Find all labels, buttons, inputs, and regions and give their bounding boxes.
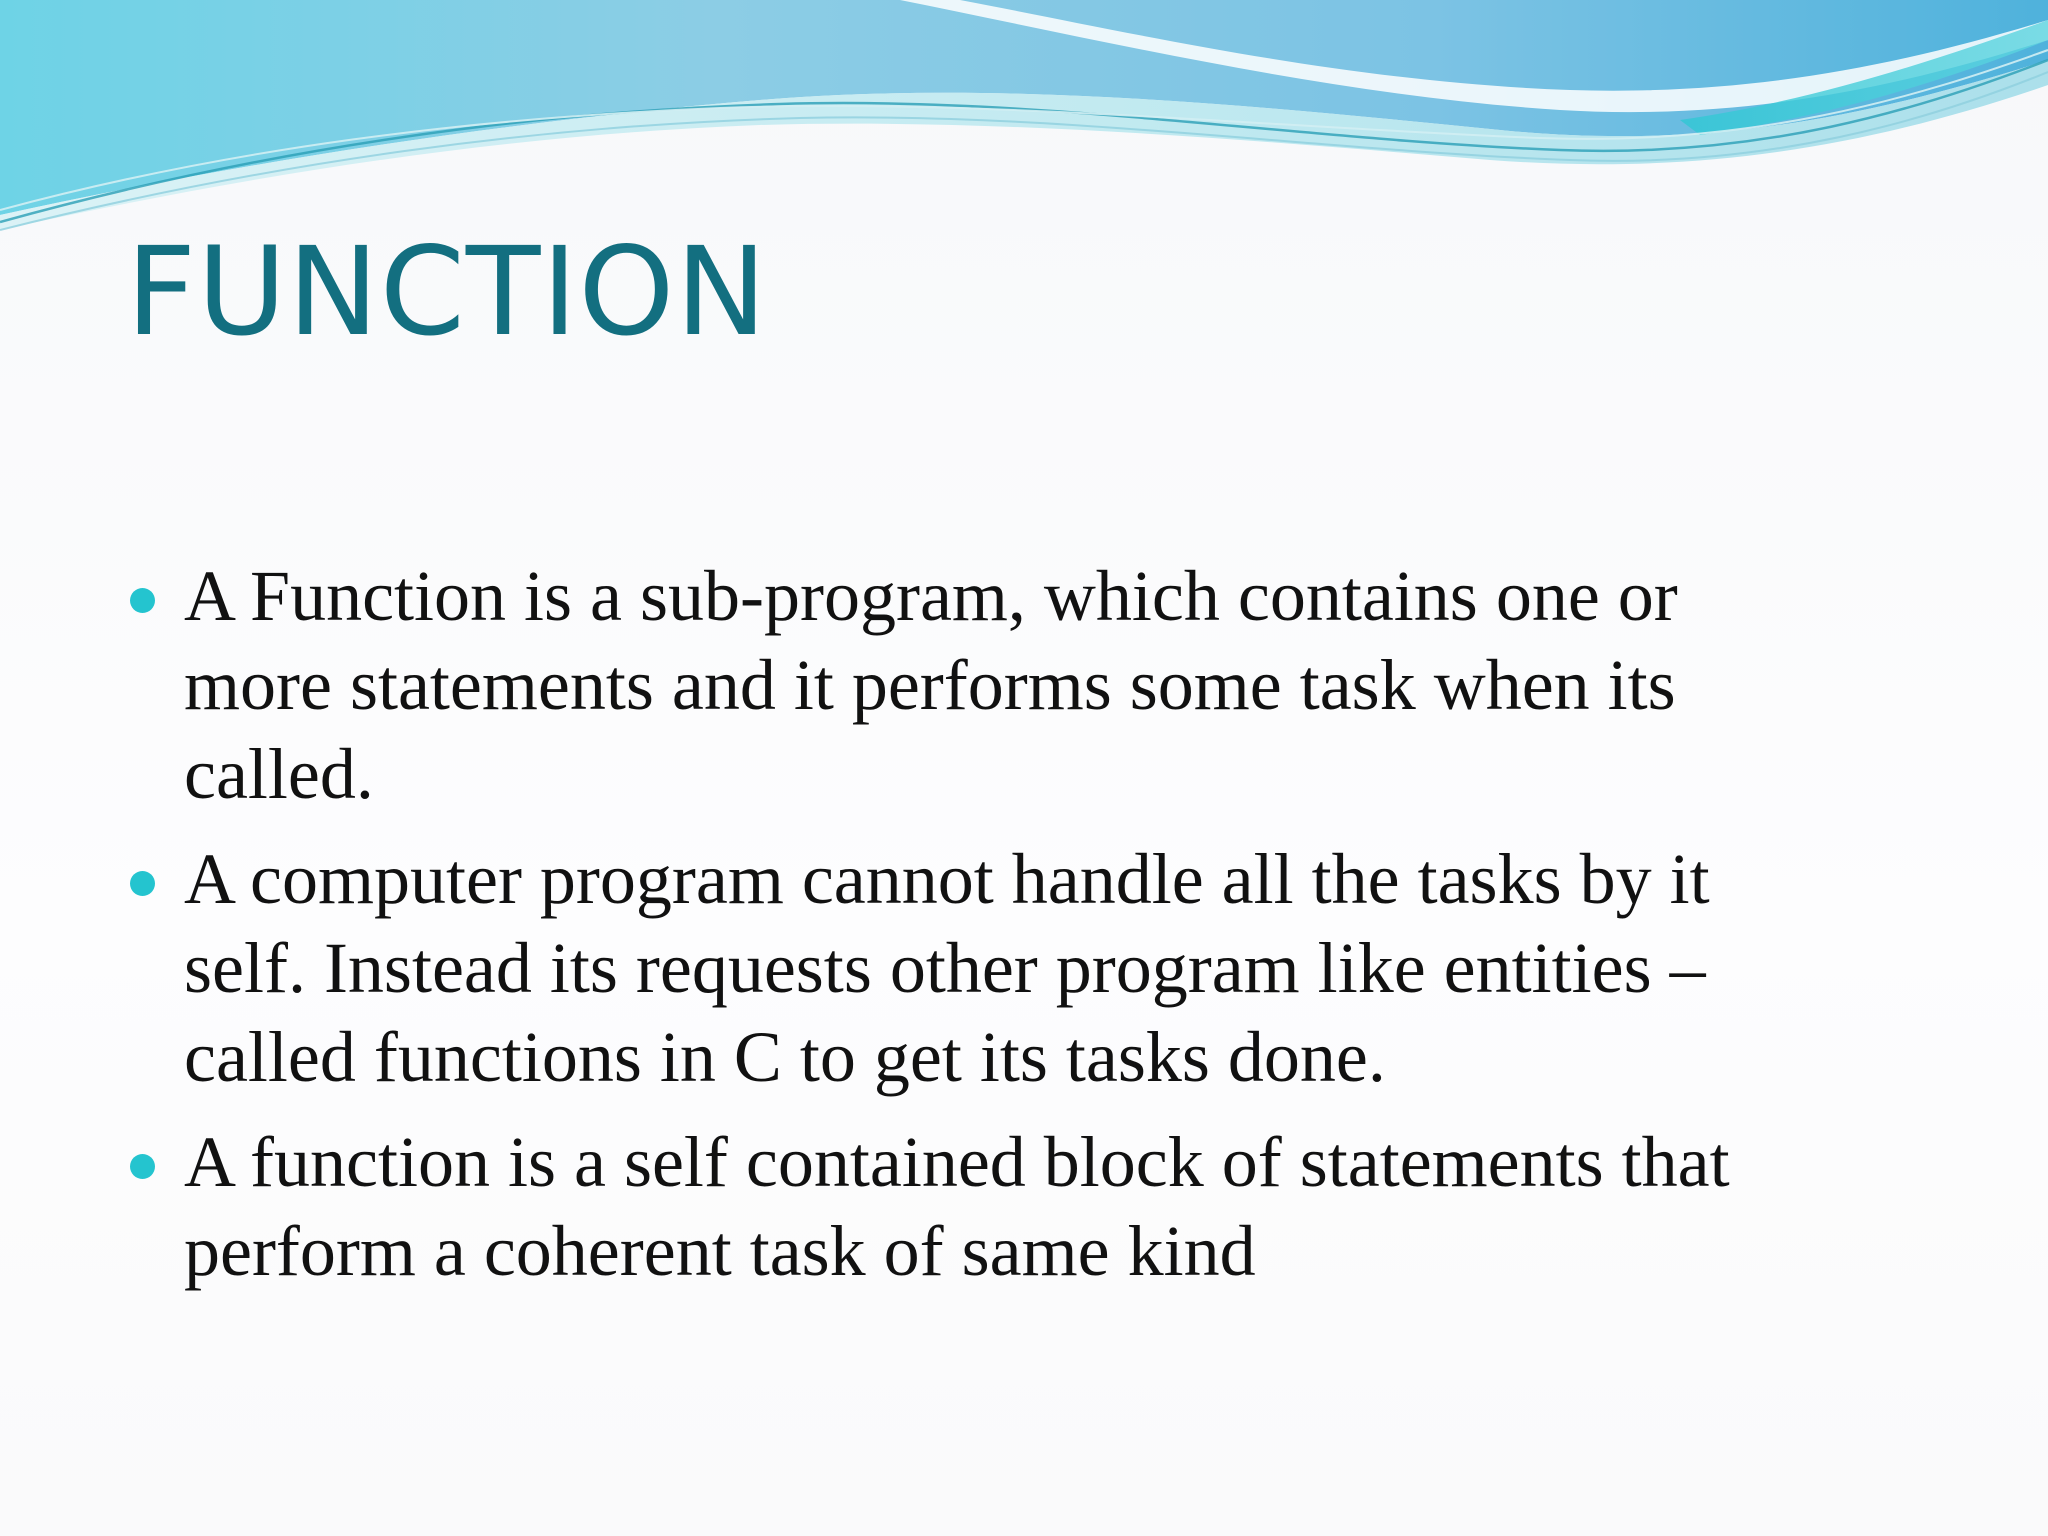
- bullet-item: [184, 552, 1964, 819]
- bullet-text-line: self. Instead its requests other program like entities –: [184, 928, 1706, 1008]
- bullet-text-line: perform a coherent task of same kind: [184, 1211, 1256, 1291]
- bullet-text-line: called.: [184, 734, 374, 814]
- bullet-item: [184, 1118, 1964, 1296]
- bullet-text-line: called functions in C to get its tasks done.: [184, 1017, 1386, 1097]
- bullet-marker-icon: [130, 1154, 155, 1179]
- bullet-text-line: A function is a self contained block of statements that: [184, 1122, 1730, 1202]
- bullet-text-line: more statements and it performs some task when its: [184, 645, 1676, 725]
- bullet-list: [184, 552, 1964, 1312]
- bullet-text-line: A Function is a sub-program, which contains one or: [184, 556, 1678, 636]
- bullet-text-line: A computer program cannot handle all the tasks by it: [184, 839, 1710, 919]
- wave-banner-decoration: [0, 0, 2048, 240]
- bullet-marker-icon: [130, 588, 155, 613]
- bullet-marker-icon: [130, 871, 155, 896]
- bullet-item: [184, 835, 1964, 1102]
- slide-title: FUNCTION: [126, 221, 768, 363]
